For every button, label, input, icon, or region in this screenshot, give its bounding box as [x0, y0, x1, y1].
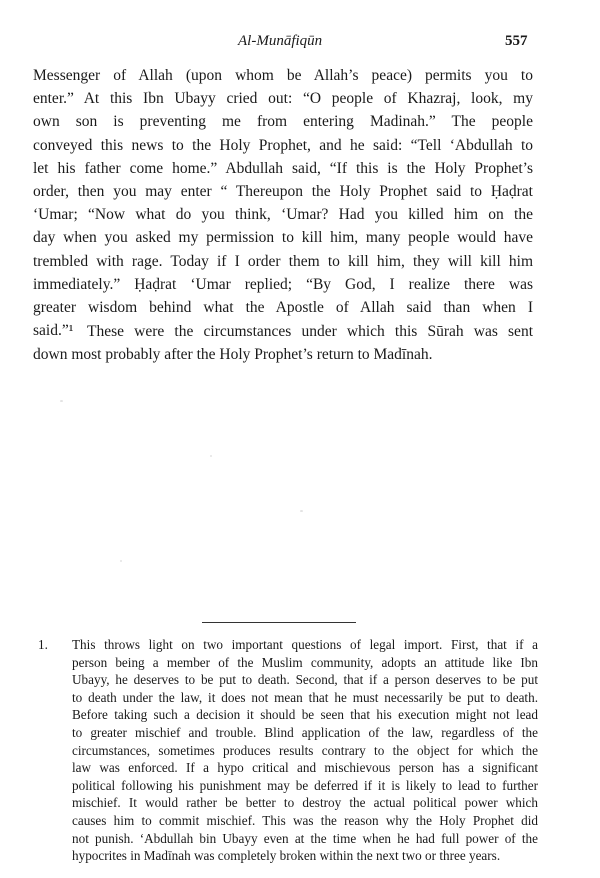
body-line: immediately.” Ḥaḍrat ‘Umar replied; “By God, I realize there was	[33, 275, 533, 293]
body-line: ‘Umar; “Now what do you think, ‘Umar? Had you killed him on the	[33, 206, 533, 224]
body-line: order, then you may enter “ Thereupon the Holy Prophet said to Ḥaḍrat	[33, 183, 533, 201]
body-line: Messenger of Allah (upon whom be Allah’s peace) permits you to	[33, 67, 533, 84]
footnote-line: to greater mischief and trouble. Blind application of the law, regardless of the	[72, 724, 538, 740]
body-line: let his father come home.” Abdullah said, “If this is the Holy Prophet’s	[33, 159, 533, 177]
body-line: greater wisdom behind what the Apostle of Allah said than when I	[33, 299, 533, 317]
body-paragraph-2	[33, 320, 533, 366]
footnote-line: This throws light on two important questions of legal import. First, that if a	[72, 637, 538, 652]
body-line: conveyed this news to the Holy Prophet, and he said: “Tell ‘Abdullah to	[33, 136, 533, 154]
footnote-line: person being a member of the Muslim community, adopts an attitude like Ibn	[72, 654, 538, 670]
body-line: These were the circumstances under which this Sūrah was sent	[87, 323, 533, 340]
paper-speck	[120, 560, 122, 562]
running-head	[0, 33, 600, 55]
chapter-title: Al-Munāfiqūn	[238, 33, 323, 49]
body-line: said.”¹	[33, 322, 74, 340]
body-line: trembled with rage. Today if I order them to kill him, they will kill him	[33, 252, 533, 270]
footnote-number: 1.	[38, 637, 48, 652]
footnote-line: law was enforced. If a hypo critical and mischievous person has a significant	[72, 760, 538, 776]
paper-speck	[300, 510, 303, 512]
footnote-text	[72, 636, 538, 865]
paper-speck	[60, 400, 63, 402]
footnote-line: Ubayy, he deserves to be put to death. Second, that if a person deserves to be put	[72, 672, 538, 688]
body-line: enter.” At this Ibn Ubayy cried out: “O people of Khazraj, look, my	[33, 90, 533, 108]
footnote-line: hypocrites in Madīnah was completely broken within the next two or three years.	[72, 848, 501, 864]
body-line: down most probably after the Holy Prophet’s return to Madīnah.	[33, 346, 433, 364]
body-line: own son is preventing me from entering Madinah.” The people	[33, 113, 533, 131]
footnote-line: mischief. It would rather be better to destroy the actual political power which	[72, 795, 538, 811]
footnote-line: circumstances, sometimes produces results contrary to the object for which the	[72, 742, 538, 758]
footnote-line: to death under the law, it does not mean that he must necessarily be put to death.	[72, 689, 538, 705]
body-paragraph-1	[33, 64, 533, 342]
paper-speck	[210, 455, 212, 457]
footnote-line: political following his punishment may be deferred if it is likely to lead to further	[72, 777, 538, 793]
footnote-line: causes him to commit mischief. This was the reason why the Holy Prophet did	[72, 812, 538, 828]
page-number: 557	[505, 33, 528, 49]
footnote-separator	[202, 622, 356, 623]
body-line: day when you asked my permission to kill him, many people would have	[33, 229, 533, 247]
footnote-line: Before taking such a decision it should be seen that his execution might not lead	[72, 707, 538, 723]
footnote-line: not punish. ‘Abdullah bin Ubayy even at the time when he had full power of the	[72, 830, 538, 846]
